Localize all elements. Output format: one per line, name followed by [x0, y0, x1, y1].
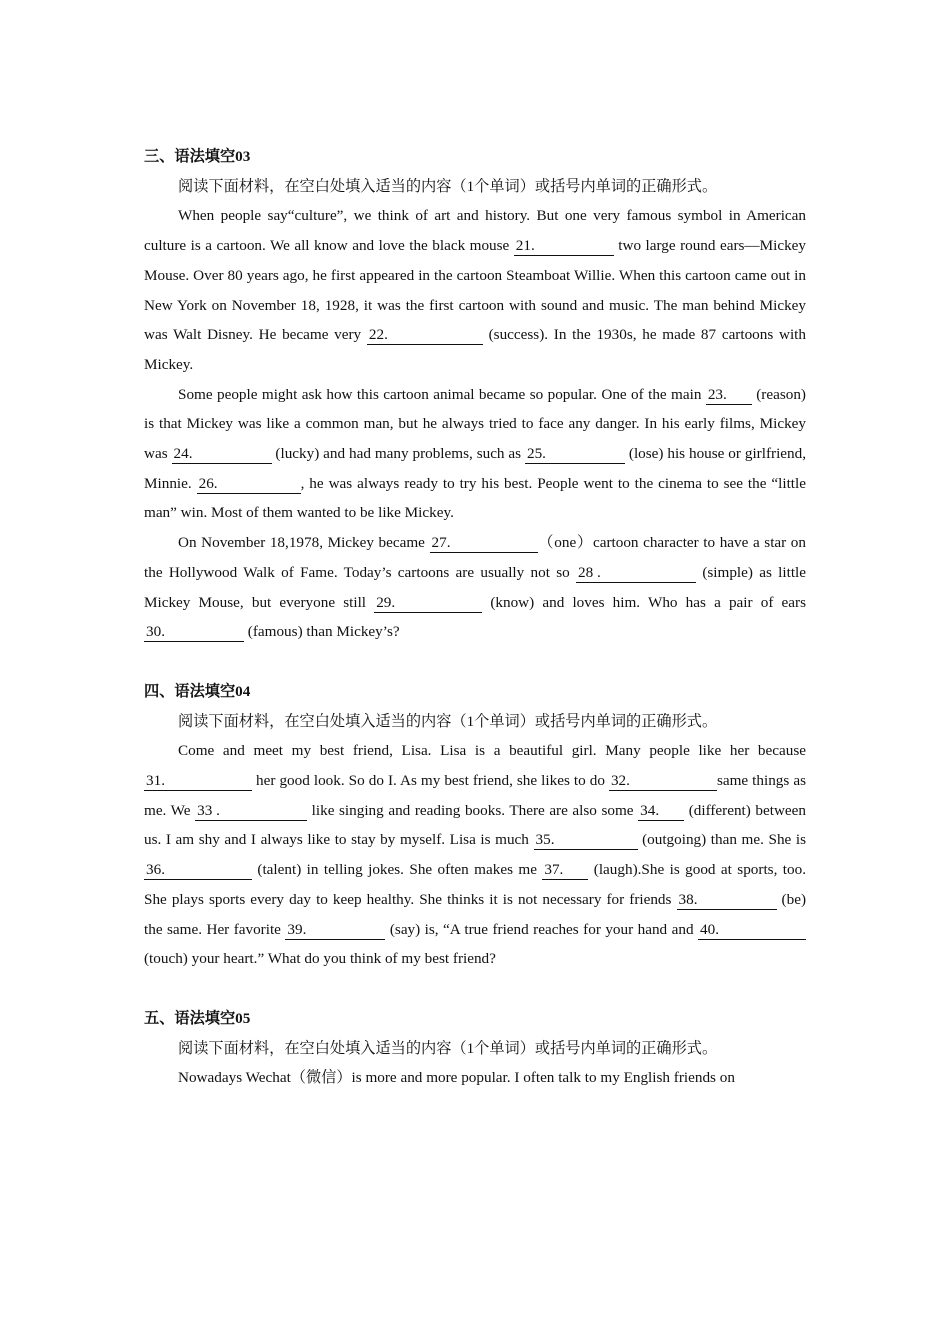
passage-text: (famous) than Mickey’s?	[244, 623, 400, 641]
passage-text: (reason) is that Mickey was like a common man, but he always tried to face any danger. In his early films, Mickey was	[144, 385, 806, 463]
passage-text: her good look. So do I. As my best friend, she likes to do	[252, 772, 609, 790]
passage-text: Come and meet my best friend, Lisa. Lisa is a beautiful girl. Many people like her because	[178, 742, 806, 760]
passage-paragraph	[144, 201, 806, 379]
blank-39[interactable]: 39.	[285, 922, 385, 940]
passage-text: (be) the same. Her favorite	[144, 890, 807, 938]
passage-text: , he was always ready to try his best. People went to the cinema to see the “little man” win. Most of them wanted to be like Mickey.	[144, 474, 806, 522]
passage-text: (talent) in telling jokes. She often makes me	[252, 861, 543, 879]
section-instruction: 阅读下面材料，在空白处填入适当的内容（1个单词）或括号内单词的正确形式。	[178, 712, 718, 730]
blank-35[interactable]: 35.	[534, 832, 638, 850]
blank-24[interactable]: 24.	[172, 446, 272, 464]
passage-text: (lucky) and had many problems, such as	[271, 445, 525, 463]
section-heading: 三、语法填空03	[144, 148, 251, 165]
passage-text: same things as me. We	[144, 772, 806, 819]
passage-paragraph	[144, 380, 806, 529]
blank-36[interactable]: 36.	[144, 862, 252, 880]
blank-21[interactable]: 21.	[514, 238, 614, 256]
passage-text: (say) is, “A true friend reaches for your hand and	[385, 920, 698, 938]
blank-34[interactable]: 34.	[638, 803, 684, 821]
passage-text: like singing and reading books. There are also some	[307, 801, 639, 819]
passage-paragraph	[144, 736, 806, 974]
passage-text: （one）cartoon character to have a star on the Hollywood Walk of Fame. Today’s cartoons are usually not so	[144, 534, 806, 581]
passage-text: On November 18,1978, Mickey became	[178, 534, 430, 552]
section-instruction: 阅读下面材料，在空白处填入适当的内容（1个单词）或括号内单词的正确形式。	[178, 177, 718, 195]
passage-text: (know) and loves him. Who has a pair of ears	[482, 593, 806, 611]
passage-text: (outgoing) than me. She is	[637, 831, 807, 849]
passage-text: (simple) as little Mickey Mouse, but everyone still	[144, 563, 806, 611]
section-03	[144, 142, 806, 647]
blank-28[interactable]: 28 .	[576, 565, 696, 583]
section-05	[144, 1004, 806, 1093]
worksheet-page	[144, 142, 806, 1123]
passage-paragraph: Nowadays Wechat（微信）is more and more popular. I often talk to my English friends on	[178, 1069, 735, 1087]
passage-text: (touch) your heart.” What do you think of my best friend?	[144, 950, 496, 968]
blank-38[interactable]: 38.	[677, 892, 777, 910]
blank-33[interactable]: 33 .	[195, 803, 307, 821]
blank-32[interactable]: 32.	[609, 773, 717, 791]
section-heading: 四、语法填空04	[144, 682, 251, 700]
passage-text: two large round ears—Mickey Mouse. Over 80 years ago, he first appeared in the cartoon Steamboat Willie. When this cartoon came out in New York on November 18, 1928, it was the first cartoon with sound and music. The man behind Mickey was Walt Disney. He became very	[144, 237, 807, 344]
passage-text: (different) between us. I am shy and I always like to stay by myself. Lisa is much	[144, 801, 806, 849]
section-heading: 五、语法填空05	[144, 1009, 251, 1027]
blank-30[interactable]: 30.	[144, 624, 244, 642]
blank-29[interactable]: 29.	[374, 595, 482, 613]
blank-27[interactable]: 27.	[430, 535, 538, 553]
passage-text: When people say“culture”, we think of art and history. But one very famous symbol in American culture is a cartoon. We all know and love the black mouse	[144, 207, 806, 255]
passage-paragraph	[144, 528, 806, 647]
blank-23[interactable]: 23.	[706, 387, 752, 405]
passage-text: (success). In the 1930s, he made 87 cartoons with Mickey.	[144, 326, 806, 373]
blank-25[interactable]: 25.	[525, 446, 625, 464]
blank-31[interactable]: 31.	[144, 773, 252, 791]
passage-text: Some people might ask how this cartoon animal became so popular. One of the main	[178, 385, 706, 403]
blank-26[interactable]: 26.	[197, 476, 301, 494]
blank-37[interactable]: 37.	[542, 862, 588, 880]
section-instruction: 阅读下面材料，在空白处填入适当的内容（1个单词）或括号内单词的正确形式。	[178, 1039, 718, 1057]
passage-text: (lose) his house or girlfriend, Minnie.	[144, 445, 807, 492]
passage-text: (laugh).She is good at sports, too. She plays sports every day to keep healthy. She thinks it is not necessary for friends	[144, 861, 807, 908]
blank-40[interactable]: 40.	[698, 922, 806, 940]
blank-22[interactable]: 22.	[367, 327, 483, 345]
section-04	[144, 677, 806, 974]
